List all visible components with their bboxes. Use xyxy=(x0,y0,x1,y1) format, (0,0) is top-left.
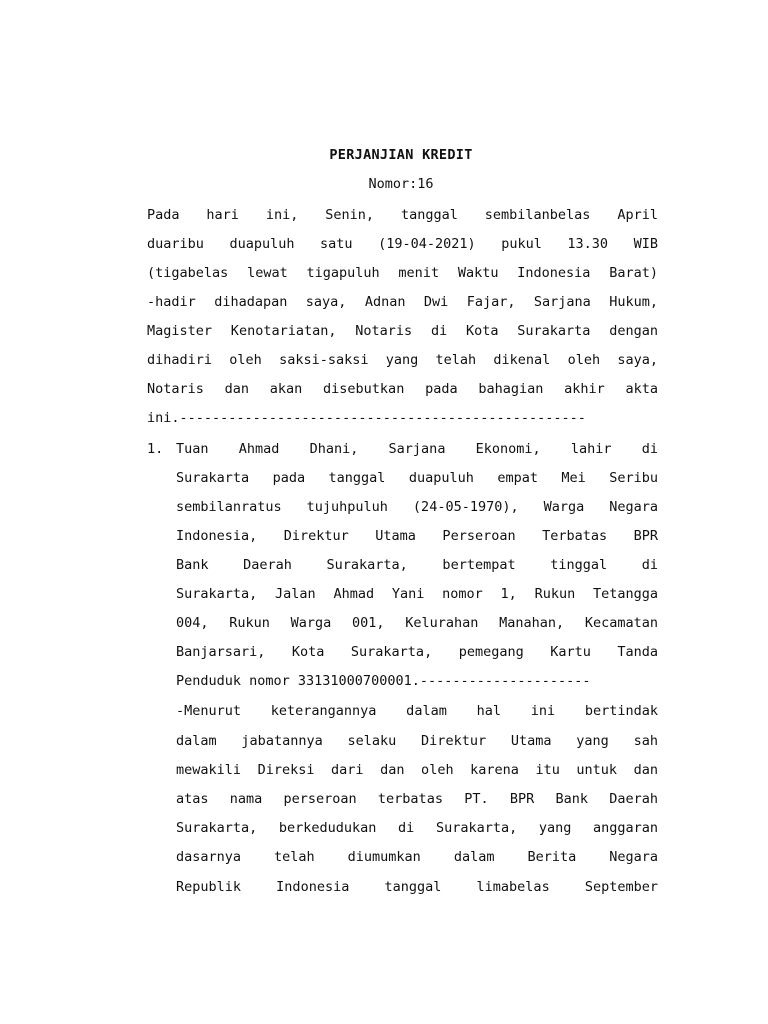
item-line: dasarnya telah diumumkan dalam Berita Negara xyxy=(176,849,658,865)
item-line: Indonesia, Direktur Utama Perseroan Terbatas BPR xyxy=(176,528,658,544)
intro-line: (tigabelas lewat tigapuluh menit Waktu Indonesia Barat) xyxy=(147,265,658,281)
document-title: PERJANJIAN KREDIT xyxy=(329,147,473,163)
item-line: Bank Daerah Surakarta, bertempat tinggal di xyxy=(176,557,658,573)
item-line: Surakarta pada tanggal duapuluh empat Mei Seribu xyxy=(176,470,658,486)
intro-line: Magister Kenotariatan, Notaris di Kota Surakarta dengan xyxy=(147,323,658,339)
document-number: Nomor:16 xyxy=(368,176,434,192)
item-line: dalam jabatannya selaku Direktur Utama yang sah xyxy=(176,733,658,749)
item-line: sembilanratus tujuhpuluh (24-05-1970), Warga Negara xyxy=(176,499,658,515)
item-line: Penduduk nomor 33131000700001.--------------------- xyxy=(176,673,591,689)
intro-line: Pada hari ini, Senin, tanggal sembilanbelas April xyxy=(147,207,658,223)
item-line: 004, Rukun Warga 001, Kelurahan Manahan, Kecamatan xyxy=(176,615,658,631)
intro-line: -hadir dihadapan saya, Adnan Dwi Fajar, Sarjana Hukum, xyxy=(147,294,658,310)
intro-line: duaribu duapuluh satu (19-04-2021) pukul 13.30 WIB xyxy=(147,236,658,252)
intro-line: ini.-------------------------------------------------- xyxy=(147,410,586,426)
intro-line: dihadiri oleh saksi-saksi yang telah dikenal oleh saya, xyxy=(147,352,658,368)
item-line: Tuan Ahmad Dhani, Sarjana Ekonomi, lahir di xyxy=(176,441,658,457)
list-item-number: 1. xyxy=(147,441,164,457)
item-line: -Menurut keterangannya dalam hal ini bertindak xyxy=(176,703,658,719)
item-line: Surakarta, Jalan Ahmad Yani nomor 1, Rukun Tetangga xyxy=(176,586,658,602)
item-line: atas nama perseroan terbatas PT. BPR Bank Daerah xyxy=(176,791,658,807)
item-line: Banjarsari, Kota Surakarta, pemegang Kartu Tanda xyxy=(176,644,658,660)
item-line: Republik Indonesia tanggal limabelas September xyxy=(176,879,658,895)
intro-line: Notaris dan akan disebutkan pada bahagian akhir akta xyxy=(147,381,658,397)
item-line: Surakarta, berkedudukan di Surakarta, yang anggaran xyxy=(176,820,658,836)
item-line: mewakili Direksi dari dan oleh karena itu untuk dan xyxy=(176,762,658,778)
